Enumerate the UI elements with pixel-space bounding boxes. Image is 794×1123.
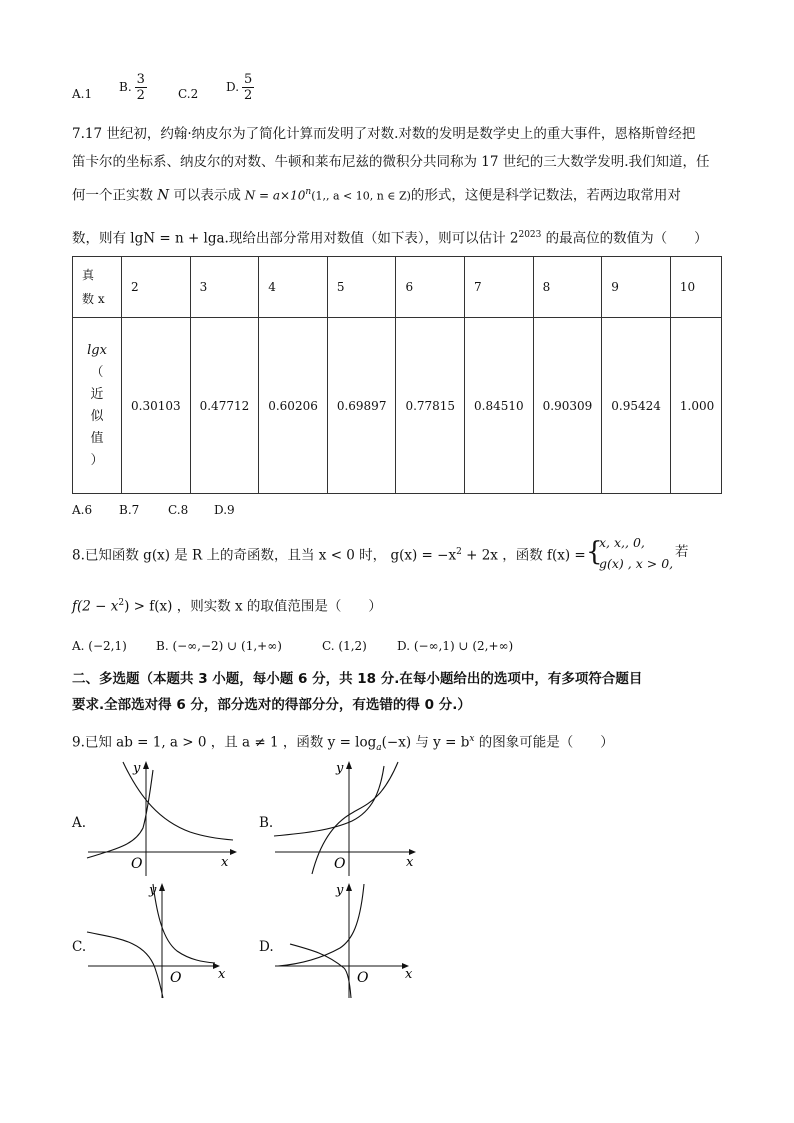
x-axis-label: x [218, 967, 226, 982]
q6-option-a: A.1 [72, 87, 93, 101]
table-cell: 4 [259, 257, 328, 318]
y-axis-label: y [149, 883, 157, 898]
q7-option-a: A.6 [72, 503, 93, 517]
q8-option-a: A. (−2,1) [72, 639, 127, 653]
table-cell: 0.90309 [533, 318, 602, 494]
q6-option-d: D. $\frac{5}{2}$ [226, 72, 253, 103]
x-axis-label: x [406, 855, 414, 870]
y-axis-label: y [336, 761, 344, 776]
q8-option-b: B. (−∞,−2) ∪ (1,+∞) [156, 639, 282, 653]
q6-option-c: C.2 [178, 87, 199, 101]
q7-option-b: B.7 [119, 503, 140, 517]
table-row [73, 257, 722, 318]
table-row [73, 318, 722, 494]
table-cell: 8 [533, 257, 602, 318]
q7-line-3: 何一个正实数 N 可以表示成 $N = a\times 10^n(1$,, a < 10, n ∈ Z)的形式，这便是科学记数法，若两边取常用对 [72, 187, 681, 204]
table-cell: 7 [465, 257, 534, 318]
q8-ruo: 若 [675, 544, 689, 560]
origin-label: O [357, 970, 369, 986]
table-cell: 0.47712 [190, 318, 259, 494]
table-cell: 10 [670, 257, 721, 318]
q7-line-1: 7.17 世纪初，约翰·纳皮尔为了简化计算而发明了对数.对数的发明是数学史上的重大事件，恩格斯曾经把 [72, 126, 696, 142]
q8-option-c: C. (1,2) [322, 639, 367, 653]
graph-b [272, 758, 422, 878]
table-cell: 9 [602, 257, 671, 318]
x-axis-label: x [221, 855, 229, 870]
q6-option-b: B. $\frac{3}{2}$ [119, 72, 145, 103]
origin-label: O [334, 856, 346, 872]
graph-label-d: D. [259, 939, 274, 955]
table-cell: 0.60206 [259, 318, 328, 494]
origin-label: O [170, 970, 182, 986]
q8-line-1: 8.已知函数 g(x) 是 R 上的奇函数，且当 x < 0 时， $g(x) = -x^2 + 2x$ ，函数 f(x) = [72, 547, 586, 564]
y-axis-label: y [336, 883, 344, 898]
table-cell: 2 [122, 257, 191, 318]
table-cell: 3 [190, 257, 259, 318]
y-axis-label: y [133, 761, 141, 776]
graph-a [85, 758, 245, 878]
q8-option-d: D. (−∞,1) ∪ (2,+∞) [397, 639, 514, 653]
q8-line-2: $f(2 - x^2) > f(x)$ ，则实数 x 的取值范围是（ ） [72, 598, 382, 615]
section-title-line-2: 要求.全部选对得 6 分，部分选对的得部分分，有选错的得 0 分.） [72, 697, 471, 713]
section-title-line-1: 二、多选题（本题共 3 小题，每小题 6 分，共 18 分.在每小题给出的选项中，有多项符合题目 [72, 671, 643, 687]
piecewise-cases: x, x,, 0, g(x) , x > 0, [599, 535, 674, 571]
graph-label-a: A. [72, 815, 87, 831]
graph-c [85, 880, 245, 1000]
q7-option-d: D.9 [214, 503, 235, 517]
graph-label-b: B. [259, 815, 274, 831]
q7-line-2: 笛卡尔的坐标系、纳皮尔的对数、牛顿和莱布尼兹的微积分共同称为 17 世纪的三大数学发明.我们知道，任 [72, 154, 710, 170]
table-cell: 0.95424 [602, 318, 671, 494]
log-table [72, 256, 722, 494]
table-cell: 5 [327, 257, 396, 318]
table-cell: 0.30103 [122, 318, 191, 494]
table-header-lgx: lgx （ 近 似 值 ） [73, 318, 122, 494]
graph-label-c: C. [72, 939, 87, 955]
fraction: $\frac{3}{2}$ [136, 72, 145, 103]
table-cell: 0.84510 [465, 318, 534, 494]
q7-line-4: 数，则有 lgN = n + lga.现给出部分常用对数值（如下表），则可以估计 $2^{2023}$ 的最高位的数值为（ ） [72, 230, 708, 247]
piecewise-brace: { [586, 537, 603, 567]
q9-stem: 9.已知 ab = 1, a > 0 ，且 a ≠ 1 ，函数 $y = \log_a(-x)$ 与 $y = b^x$ 的图象可能是（ ） [72, 734, 614, 754]
graph-d [272, 880, 422, 1000]
table-cell: 6 [396, 257, 465, 318]
table-header-x: 真 数 x [73, 257, 122, 318]
origin-label: O [131, 856, 143, 872]
fraction: $\frac{5}{2}$ [244, 72, 253, 103]
q7-option-c: C.8 [168, 503, 189, 517]
table-cell: 0.77815 [396, 318, 465, 494]
x-axis-label: x [405, 967, 413, 982]
table-cell: 1.000 [670, 318, 721, 494]
table-cell: 0.69897 [327, 318, 396, 494]
